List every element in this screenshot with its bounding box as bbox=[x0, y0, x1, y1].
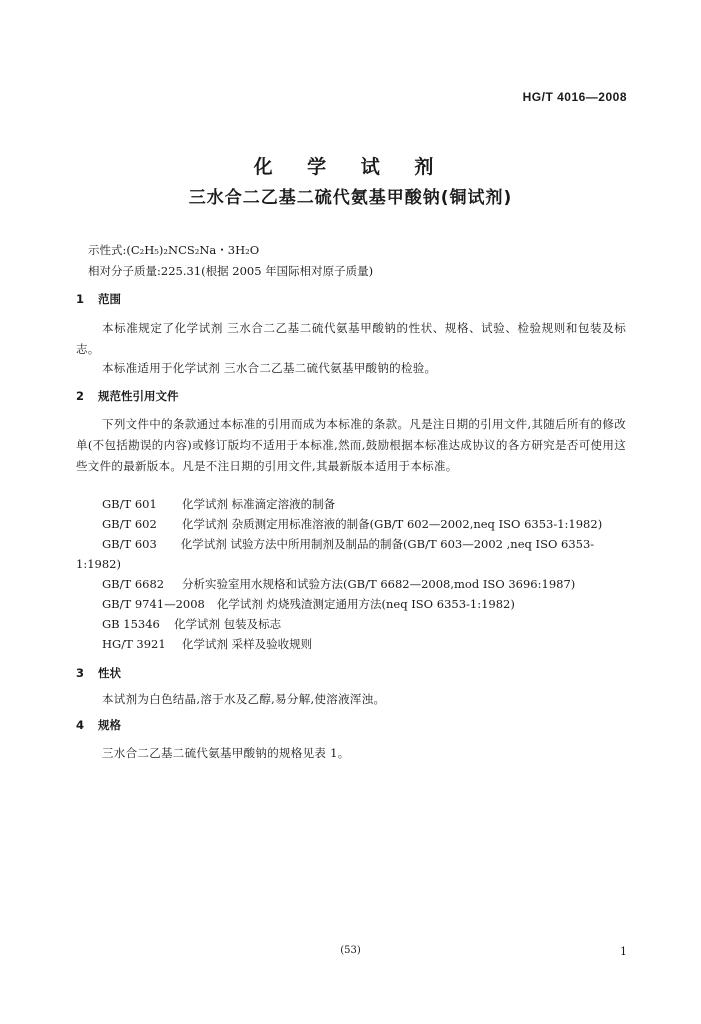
reference-item bbox=[76, 534, 626, 574]
reference-title: 化学试剂 灼烧残渣测定通用方法(neq ISO 6353-1:1982) bbox=[216, 597, 515, 611]
reference-item bbox=[102, 574, 575, 594]
reference-item bbox=[102, 614, 281, 634]
reference-item bbox=[102, 634, 312, 654]
section-title: 范围 bbox=[98, 292, 121, 306]
section-number: 1 bbox=[76, 292, 85, 306]
reference-item bbox=[102, 514, 602, 534]
reference-title: 化学试剂 包装及标志 bbox=[174, 617, 282, 631]
reference-item bbox=[102, 494, 335, 514]
section-2-heading bbox=[76, 388, 179, 404]
section-4-heading bbox=[76, 717, 121, 733]
reference-item bbox=[102, 594, 515, 614]
section-2-paragraph-1: 下列文件中的条款通过本标准的引用而成为本标准的条款。凡是注日期的引用文件,其随后所有的修改单(不包括勘误的内容)或修订版均不适用于本标准,然而,鼓励根据本标准达成协议的各方研究是否可使用这些文件的最新版本。凡是不注日期的引用文件,其最新版本适用于本标准。 bbox=[76, 417, 626, 473]
reference-code: GB/T 9741—2008 bbox=[102, 597, 205, 611]
reference-title: 化学试剂 标准滴定溶液的制备 bbox=[182, 497, 336, 511]
standard-code: HG/T 4016—2008 bbox=[522, 90, 627, 104]
page-number: 1 bbox=[620, 945, 627, 958]
reference-title: 化学试剂 采样及验收规则 bbox=[182, 637, 313, 651]
reference-code: GB/T 601 bbox=[102, 497, 157, 511]
reference-code: GB/T 603 bbox=[102, 537, 157, 551]
structural-formula: 示性式:(C₂H₅)₂NCS₂Na・3H₂O bbox=[88, 243, 260, 257]
section-1-paragraph-2: 本标准适用于化学试剂 三水合二乙基二硫代氨基甲酸钠的检验。 bbox=[102, 361, 437, 375]
reference-title: 化学试剂 杂质测定用标准溶液的制备(GB/T 602—2002,neq ISO 6353-1:1982) bbox=[182, 517, 603, 531]
section-1-paragraph-1: 本标准规定了化学试剂 三水合二乙基二硫代氨基甲酸钠的性状、规格、试验、检验规则和包装及标志。 bbox=[76, 321, 626, 356]
section-title: 规格 bbox=[98, 718, 121, 732]
section-title: 规范性引用文件 bbox=[98, 389, 179, 403]
document-title: 三水合二乙基二硫代氨基甲酸钠(铜试剂) bbox=[188, 188, 513, 208]
section-3-paragraph-1: 本试剂为白色结晶,溶于水及乙醇,易分解,使溶液浑浊。 bbox=[102, 692, 386, 706]
document-title-category: 化 学 试 剂 bbox=[253, 156, 448, 178]
section-4-paragraph-1: 三水合二乙基二硫代氨基甲酸钠的规格见表 1。 bbox=[102, 746, 350, 760]
page-mark: (53) bbox=[340, 945, 361, 956]
reference-title: 分析实验室用水规格和试验方法(GB/T 6682—2008,mod ISO 3696:1987) bbox=[182, 577, 576, 591]
reference-code: GB 15346 bbox=[102, 617, 160, 631]
reference-title: 化学试剂 试验方法中所用制剂及制品的制备(GB/T 603—2002 ,neq ISO 6353-1:1982) bbox=[76, 537, 595, 571]
section-number: 4 bbox=[76, 718, 85, 732]
reference-code: GB/T 602 bbox=[102, 517, 157, 531]
section-1-heading bbox=[76, 291, 121, 307]
reference-code: GB/T 6682 bbox=[102, 577, 165, 591]
section-number: 2 bbox=[76, 389, 85, 403]
reference-code: HG/T 3921 bbox=[102, 637, 166, 651]
section-3-heading bbox=[76, 665, 121, 681]
section-title: 性状 bbox=[98, 666, 121, 680]
molecular-mass: 相对分子质量:225.31(根据 2005 年国际相对原子质量) bbox=[88, 264, 374, 278]
section-number: 3 bbox=[76, 666, 85, 680]
